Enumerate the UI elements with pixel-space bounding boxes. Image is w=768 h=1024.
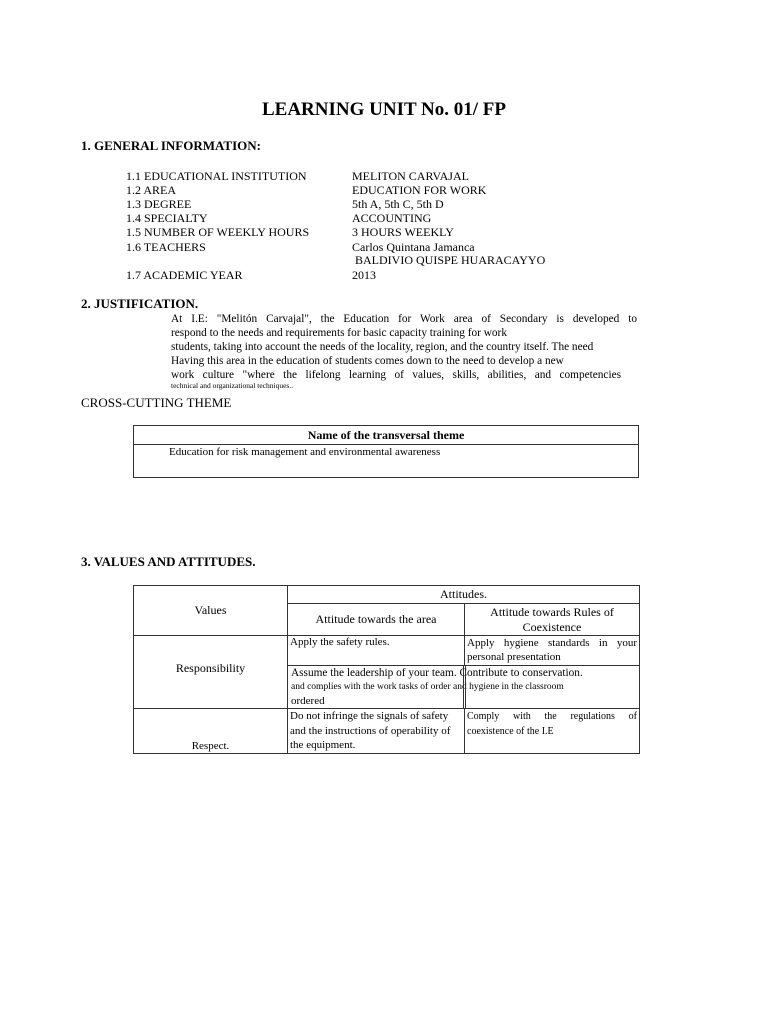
info-label: 1.3 DEGREE [126,197,192,211]
info-value: MELITON CARVAJAL [352,169,469,183]
justification-line: Having this area in the education of students comes down to the need to develop a new [171,355,564,367]
page-title: LEARNING UNIT No. 01/ FP [261,99,507,120]
info-label: 1.7 ACADEMIC YEAR [126,268,243,282]
values-header: Values [134,586,288,636]
responsibility-line: Assume the leadership of your team. Contribute to conservation. [291,667,583,679]
info-value: 3 HOURS WEEKLY [352,225,454,239]
justification-line: respond to the needs and requirements for basic capacity training for work [171,327,507,339]
info-value: 2013 [352,268,376,282]
info-label: 1.6 TEACHERS [126,240,206,254]
info-label: 1.2 AREA [126,183,177,197]
justification-line: work culture "where the lifelong learning of values, skills, abilities, and competencies [171,369,621,381]
info-value: 5th A, 5th C, 5th D [352,197,444,211]
justification-line: students, taking into account the needs of the locality, region, and the country itself. The need [171,341,594,353]
transversal-theme-value: Education for risk management and environmental awareness [134,445,639,478]
column-divider [463,666,466,708]
info-label: 1.4 SPECIALTY [126,211,208,225]
values-attitudes-heading: 3. VALUES AND ATTITUDES. [81,554,256,569]
value-respect: Respect. [134,709,288,754]
respect-area: Do not infringe the signals of safety and the instructions of operability of the equipment. [288,709,465,754]
info-label: 1.1 EDUCATIONAL INSTITUTION [126,169,307,183]
respect-rules: Comply with the regulations of coexistence of the I.E [465,709,640,754]
cross-cutting-heading: CROSS-CUTTING THEME [81,395,232,410]
general-info-heading: 1. GENERAL INFORMATION: [81,138,261,153]
responsibility-line: and complies with the work tasks of order and hygiene in the classroom [291,682,564,692]
responsibility-line: ordered [291,695,325,707]
attitude-area-header: Attitude towards the area [288,604,465,636]
justification-small-line: technical and organizational techniques.. [171,381,294,390]
info-value: Carlos Quintana Jamanca [352,240,475,254]
responsibility-rules-1: Apply hygiene standards in your personal presentation [465,636,640,666]
transversal-theme-table [133,425,639,478]
info-label: 1.5 NUMBER OF WEEKLY HOURS [126,225,310,239]
attitude-rules-header: Attitude towards Rules of Coexistence [465,604,640,636]
attitudes-header: Attitudes. [288,586,640,604]
justification-heading: 2. JUSTIFICATION. [81,296,199,311]
info-value: EDUCATION FOR WORK [352,183,487,197]
value-responsibility: Responsibility [134,636,288,709]
responsibility-area-1: Apply the safety rules. [288,636,465,666]
values-attitudes-table [133,585,640,754]
transversal-theme-header: Name of the transversal theme [134,426,639,445]
info-value: BALDIVIO QUISPE HUARACAYYO [352,253,546,267]
responsibility-row-2 [288,666,640,709]
info-value: ACCOUNTING [352,211,432,225]
justification-line: At I.E: "Melitón Carvajal", the Education for Work area of Secondary is developed to [171,313,637,325]
